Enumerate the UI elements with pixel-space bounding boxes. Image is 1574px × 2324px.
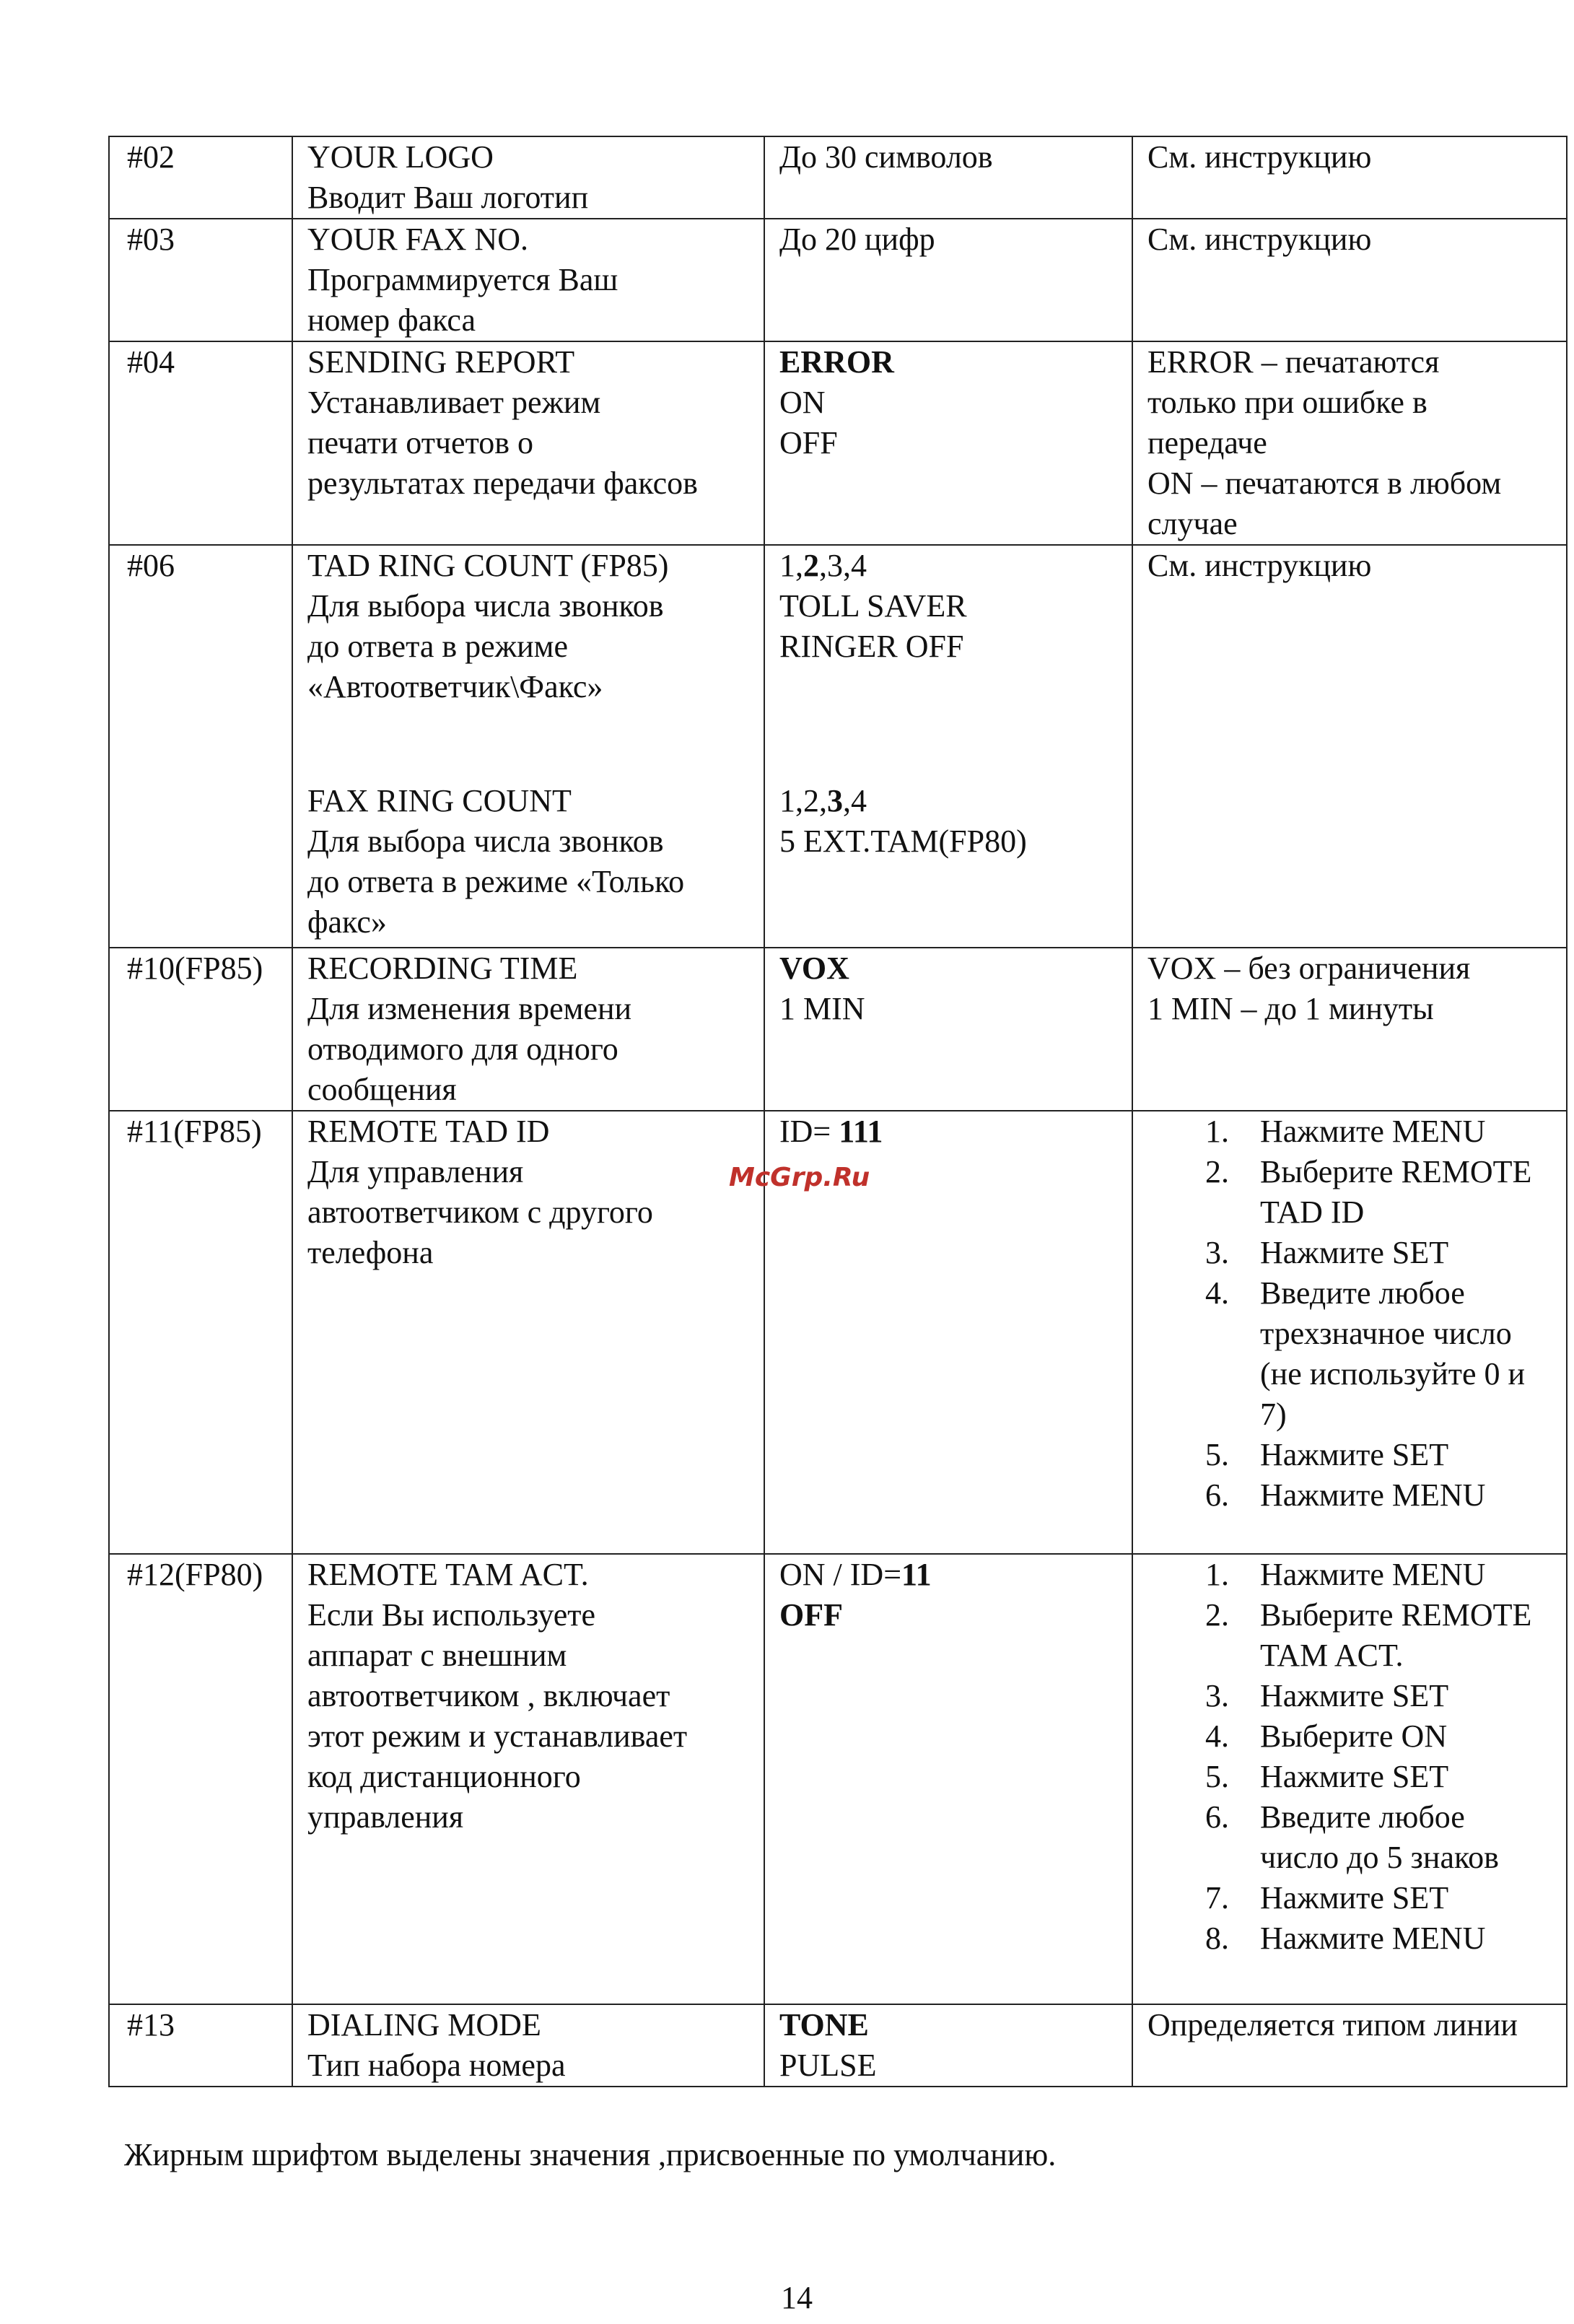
step-number: 2.	[1205, 1597, 1229, 1633]
step-text: 7)	[1260, 1397, 1287, 1432]
setting-description-line: Вводит Ваш логотип	[307, 180, 589, 215]
setting-description-line: Тип набора номера	[307, 2048, 566, 2083]
default-value: 3	[827, 783, 843, 818]
setting-note-line: См. инструкцию	[1147, 139, 1372, 175]
setting-name: RECORDING TIME	[307, 951, 578, 986]
step-text: (не используйте 0 и	[1260, 1356, 1526, 1392]
setting-note-line: См. инструкцию	[1147, 548, 1372, 583]
default-value: ERROR	[779, 344, 894, 380]
setting-note-line: только при ошибке в	[1147, 385, 1427, 420]
step-number: 1.	[1205, 1114, 1229, 1149]
setting-note-line: ON – печатаются в любом	[1147, 466, 1502, 501]
setting-value: 1 MIN	[779, 991, 865, 1026]
default-value: OFF	[779, 1597, 843, 1633]
setting-values-cell	[764, 136, 1132, 219]
setting-note-line: ERROR – печатаются	[1147, 344, 1440, 380]
setting-description-line: факс»	[307, 904, 387, 940]
step-item	[1205, 1716, 1552, 1757]
page-number: 14	[781, 2280, 813, 2315]
footnote: Жирным шрифтом выделены значения ,присвоенные по умолчанию.	[124, 2137, 1057, 2172]
setting-value: До 30 символов	[779, 139, 993, 175]
step-text: Нажмите MENU	[1260, 1114, 1486, 1149]
spacer-line	[779, 667, 1117, 707]
table-row	[109, 219, 1567, 341]
step-item	[1205, 1595, 1552, 1676]
spacer	[779, 707, 1117, 781]
step-item	[1205, 1152, 1552, 1233]
default-value: TONE	[779, 2007, 869, 2043]
setting-description-line: печати отчетов о	[307, 425, 534, 460]
setting-value: ON	[779, 385, 826, 420]
step-text: число до 5 знаков	[1260, 1840, 1499, 1875]
step-text: Выберите ON	[1260, 1718, 1448, 1754]
default-value: 2	[803, 548, 819, 583]
step-text: Нажмите MENU	[1260, 1477, 1486, 1513]
value-text: ,4	[843, 783, 867, 818]
step-item	[1205, 1233, 1552, 1273]
setting-note-line: передаче	[1147, 425, 1267, 460]
setting-notes-cell	[1132, 136, 1567, 219]
setting-steps-cell	[1132, 1554, 1567, 2004]
setting-description-line: «Автоответчик\Факс»	[307, 669, 603, 704]
setting-description-line: отводимого для одного	[307, 1031, 618, 1067]
watermark: McGrp.Ru	[729, 1163, 870, 1192]
step-item	[1205, 1797, 1552, 1878]
step-text: Выберите REMOTE	[1260, 1154, 1532, 1189]
step-text: Нажмите SET	[1260, 1880, 1449, 1915]
spacer	[307, 707, 749, 781]
step-number: 3.	[1205, 1235, 1229, 1270]
step-number: 3.	[1205, 1678, 1229, 1713]
setting-description-cell	[292, 341, 764, 545]
setting-description-line: Для изменения времени	[307, 991, 632, 1026]
step-text: TAD ID	[1260, 1194, 1365, 1230]
value-text: 1,	[779, 548, 803, 583]
step-item	[1205, 1878, 1552, 1918]
setting-description-line: Если Вы используете	[307, 1597, 596, 1633]
step-text: трехзначное число	[1260, 1316, 1512, 1351]
setting-description-line: автоответчиком с другого	[307, 1194, 653, 1230]
setting-code: #11(FP85)	[109, 1111, 292, 1554]
step-number: 5.	[1205, 1437, 1229, 1472]
table-row	[109, 948, 1567, 1111]
step-text: Нажмите SET	[1260, 1759, 1449, 1794]
step-text: TAM ACT.	[1260, 1638, 1404, 1673]
setting-code: #02	[109, 136, 292, 219]
setting-description-line: код дистанционного	[307, 1759, 581, 1794]
table-row	[109, 545, 1567, 948]
setting-description-line: сообщения	[307, 1072, 457, 1107]
setting-value: 5 EXT.TAM(FP80)	[779, 824, 1027, 859]
step-text: Введите любое	[1260, 1799, 1465, 1835]
step-item	[1205, 1918, 1552, 1959]
default-value: VOX	[779, 951, 849, 986]
step-number: 6.	[1205, 1477, 1229, 1513]
setting-values-cell	[764, 2004, 1132, 2087]
setting-value: TOLL SAVER	[779, 588, 967, 624]
setting-description-line: до ответа в режиме «Только	[307, 864, 685, 899]
step-item	[1205, 1273, 1552, 1435]
setting-name: REMOTE TAD ID	[307, 1114, 550, 1149]
setting-value	[779, 1111, 1117, 1152]
setting-value: До 20 цифр	[779, 222, 935, 257]
step-number: 8.	[1205, 1921, 1229, 1956]
setting-code: #03	[109, 219, 292, 341]
setting-code: #06	[109, 545, 292, 948]
step-number: 7.	[1205, 1880, 1229, 1915]
value-text: ON / ID=	[779, 1557, 902, 1592]
settings-table	[108, 136, 1568, 2087]
setting-value	[779, 546, 1117, 586]
setting-description-cell	[292, 1554, 764, 2004]
setting-description-cell	[292, 136, 764, 219]
setting-description-line: управления	[307, 1799, 464, 1835]
step-item	[1205, 1676, 1552, 1716]
setting-name: YOUR FAX NO.	[307, 222, 528, 257]
setting-steps-cell	[1132, 1111, 1567, 1554]
setting-description-line: автоответчиком , включает	[307, 1678, 670, 1713]
setting-notes-cell	[1132, 948, 1567, 1111]
setting-description-line: до ответа в режиме	[307, 629, 569, 664]
step-text: Нажмите SET	[1260, 1678, 1449, 1713]
setting-code: #04	[109, 341, 292, 545]
step-number: 6.	[1205, 1799, 1229, 1835]
setting-description-line: аппарат с внешним	[307, 1638, 567, 1673]
table-row	[109, 136, 1567, 219]
step-number: 1.	[1205, 1557, 1229, 1592]
setting-value: PULSE	[779, 2048, 877, 2083]
steps-list	[1147, 1111, 1552, 1516]
setting-note-line: См. инструкцию	[1147, 222, 1372, 257]
setting-name: FAX RING COUNT	[307, 783, 572, 818]
steps-list	[1147, 1555, 1552, 1959]
step-text: Нажмите SET	[1260, 1235, 1449, 1270]
setting-name: DIALING MODE	[307, 2007, 541, 2043]
setting-code: #12(FP80)	[109, 1554, 292, 2004]
step-text: Выберите REMOTE	[1260, 1597, 1532, 1633]
step-text: Нажмите MENU	[1260, 1921, 1486, 1956]
setting-code: #10(FP85)	[109, 948, 292, 1111]
setting-description-line: номер факса	[307, 302, 476, 338]
setting-description-cell	[292, 2004, 764, 2087]
step-item	[1205, 1435, 1552, 1475]
setting-value: OFF	[779, 425, 838, 460]
step-item	[1205, 1475, 1552, 1516]
setting-value: RINGER OFF	[779, 629, 964, 664]
setting-note-line: Определяется типом линии	[1147, 2007, 1518, 2043]
setting-note-line: VOX – без ограничения	[1147, 951, 1471, 986]
setting-description-line: этот режим и устанавливает	[307, 1718, 688, 1754]
setting-name: REMOTE TAM ACT.	[307, 1557, 589, 1592]
default-value: 111	[839, 1114, 883, 1149]
setting-description-cell	[292, 1111, 764, 1554]
setting-notes-cell	[1132, 219, 1567, 341]
setting-values-cell	[764, 1554, 1132, 2004]
setting-description-line: Для управления	[307, 1154, 524, 1189]
step-number: 5.	[1205, 1759, 1229, 1794]
setting-code: #13	[109, 2004, 292, 2087]
step-number: 4.	[1205, 1718, 1229, 1754]
setting-description-cell	[292, 545, 764, 948]
step-text: Введите любое	[1260, 1275, 1465, 1311]
setting-values-cell	[764, 219, 1132, 341]
step-item	[1205, 1555, 1552, 1595]
setting-name: TAD RING COUNT (FP85)	[307, 548, 669, 583]
step-text: Нажмите MENU	[1260, 1557, 1486, 1592]
step-number: 4.	[1205, 1275, 1229, 1311]
setting-values-cell	[764, 545, 1132, 948]
setting-description-line: Для выбора числа звонков	[307, 824, 664, 859]
setting-description-line: Устанавливает режим	[307, 385, 601, 420]
setting-description-line: телефона	[307, 1235, 434, 1270]
value-text: 1,2,	[779, 783, 827, 818]
setting-values-cell	[764, 341, 1132, 545]
setting-note-line: случае	[1147, 506, 1238, 541]
setting-description-cell	[292, 948, 764, 1111]
setting-value	[779, 781, 1117, 821]
setting-notes-cell	[1132, 545, 1567, 948]
setting-description-line: Для выбора числа звонков	[307, 588, 664, 624]
setting-notes-cell	[1132, 341, 1567, 545]
setting-description-line: результатах передачи факсов	[307, 466, 698, 501]
setting-values-cell	[764, 948, 1132, 1111]
setting-value	[779, 1555, 1117, 1595]
step-number: 2.	[1205, 1154, 1229, 1189]
step-item	[1205, 1757, 1552, 1797]
table-row	[109, 2004, 1567, 2087]
step-text: Нажмите SET	[1260, 1437, 1449, 1472]
table-row	[109, 341, 1567, 545]
setting-description-cell	[292, 219, 764, 341]
setting-note-line: 1 MIN – до 1 минуты	[1147, 991, 1434, 1026]
setting-description-line: Программируется Ваш	[307, 262, 618, 297]
setting-notes-cell	[1132, 2004, 1567, 2087]
value-text: ID=	[779, 1114, 839, 1149]
table-row	[109, 1554, 1567, 2004]
value-text: ,3,4	[819, 548, 867, 583]
setting-name: YOUR LOGO	[307, 139, 494, 175]
default-value: 11	[901, 1557, 932, 1592]
setting-name: SENDING REPORT	[307, 344, 575, 380]
step-item	[1205, 1111, 1552, 1152]
